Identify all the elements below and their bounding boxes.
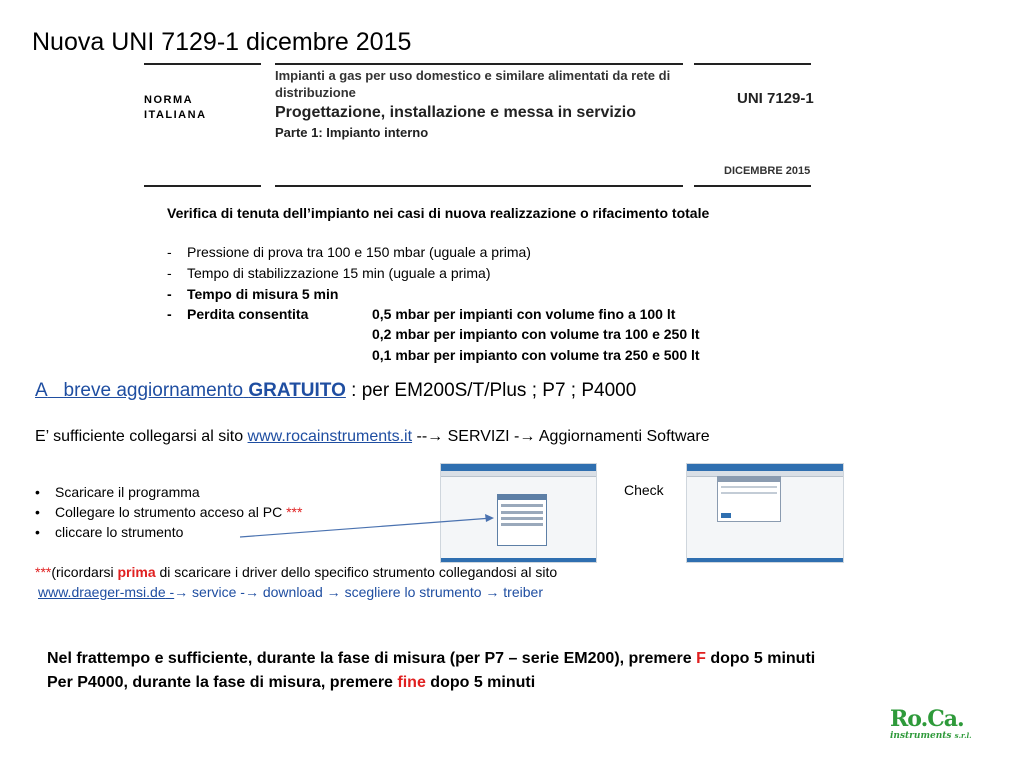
- key-f: F: [696, 650, 706, 667]
- sito-line: [35, 428, 710, 446]
- arrow-icon: →: [519, 428, 539, 445]
- verifica-intro: Verifica di tenuta dell’impianto nei casi di nuova realizzazione o rifacimento totale: [167, 205, 710, 221]
- bullet-icon: •: [35, 524, 40, 540]
- verifica-item-text: Tempo di misura 5 min: [187, 286, 339, 302]
- logo-name: Ro.Ca.: [890, 706, 964, 732]
- key-fine: fine: [397, 674, 426, 691]
- dash: -: [167, 265, 172, 281]
- logo-suffix: s.r.l.: [954, 731, 972, 740]
- loss-value: 0,2 mbar per impianto con volume tra 100 e 250 lt: [372, 326, 700, 342]
- norm-heading: Impianti a gas per uso domestico e similare alimentati da rete di distribuzione: [275, 68, 671, 100]
- step-text: cliccare lo strumento: [55, 524, 184, 540]
- link-tail: -: [165, 584, 175, 600]
- divider: [144, 63, 261, 65]
- stars-marker: ***: [286, 504, 303, 520]
- draeger-link[interactable]: www.draeger-msi.de: [38, 584, 166, 600]
- divider: [275, 63, 683, 65]
- update-models: : per EM200S/T/Plus ; P7 ; P4000: [345, 380, 637, 401]
- verifica-item: [167, 244, 531, 260]
- download-path: → service -→ download → scegliere lo strumento → treiber: [174, 584, 543, 600]
- sito-prefix: E’ sufficiente collegarsi al sito: [35, 428, 248, 445]
- norm-part: Parte 1: Impianto interno: [275, 125, 429, 140]
- update-letter: A: [35, 380, 48, 401]
- dialog-window: [717, 476, 781, 522]
- verifica-item: [167, 265, 490, 281]
- reminder-prima: prima: [117, 564, 156, 580]
- rocainstruments-link[interactable]: www.rocainstruments.it: [247, 428, 413, 445]
- dash: -: [167, 286, 172, 302]
- update-line: [35, 380, 636, 402]
- software-screenshot: [686, 463, 844, 563]
- verifica-item-text: Tempo di stabilizzazione 15 min (uguale a prima): [187, 265, 491, 281]
- step-text: Scaricare il programma: [55, 484, 200, 500]
- list-item: [35, 522, 302, 542]
- norm-code: UNI 7129-1: [737, 90, 814, 107]
- logo-sub: instruments: [890, 731, 952, 741]
- verifica-item-text: Pressione di prova tra 100 e 150 mbar (uguale a prima): [187, 244, 531, 260]
- norm-label-line: ITALIANA: [144, 109, 207, 121]
- norm-label-line: NORMA: [144, 94, 194, 106]
- update-breve: breve aggiornamento: [63, 380, 244, 401]
- verifica-item: [167, 286, 338, 302]
- list-item: [35, 482, 302, 502]
- norm-label: [144, 93, 207, 123]
- update-gratuito: GRATUITO: [248, 380, 346, 401]
- check-label: Check: [624, 482, 664, 498]
- list-item: [35, 502, 302, 522]
- reminder-text: (ricordarsi: [51, 564, 118, 580]
- stars-marker: ***: [35, 564, 52, 580]
- norm-subheading: Progettazione, installazione e messa in servizio: [275, 104, 637, 121]
- page-title: Nuova UNI 7129-1 dicembre 2015: [32, 28, 412, 56]
- loss-value: 0,1 mbar per impianto con volume tra 250 e 500 lt: [372, 347, 700, 363]
- arrow-icon: --→: [412, 428, 448, 445]
- steps-list: [35, 482, 302, 542]
- servizi-label: SERVIZI -: [447, 428, 520, 445]
- reminder-text: di scaricare i driver dello specifico strumento collegandosi al sito: [155, 564, 558, 580]
- note-line: [47, 650, 815, 668]
- divider: [694, 63, 811, 65]
- roca-logo: [890, 708, 988, 744]
- divider: [275, 185, 683, 187]
- note-text: Nel frattempo e sufficiente, durante la fase di misura (per P7 – serie EM200), premere: [47, 650, 697, 667]
- divider: [694, 185, 811, 187]
- note-text: dopo 5 minuti: [425, 674, 536, 691]
- reminder-path: [38, 584, 543, 600]
- verifica-item: [167, 306, 308, 322]
- bullet-icon: •: [35, 484, 40, 500]
- note-line: [47, 674, 535, 692]
- norm-date: DICEMBRE 2015: [724, 165, 811, 177]
- aggiornamenti-label: Aggiornamenti Software: [538, 428, 710, 445]
- note-text: Per P4000, durante la fase di misura, premere: [47, 674, 398, 691]
- step-text: Collegare lo strumento acceso al PC: [55, 504, 287, 520]
- bullet-icon: •: [35, 504, 40, 520]
- loss-value: 0,5 mbar per impianti con volume fino a 100 lt: [372, 306, 676, 322]
- dash: -: [167, 306, 172, 322]
- verifica-item-text: Perdita consentita: [187, 306, 309, 322]
- reminder-line: [35, 564, 557, 580]
- note-text: dopo 5 minuti: [705, 650, 816, 667]
- dash: -: [167, 244, 172, 260]
- divider: [144, 185, 261, 187]
